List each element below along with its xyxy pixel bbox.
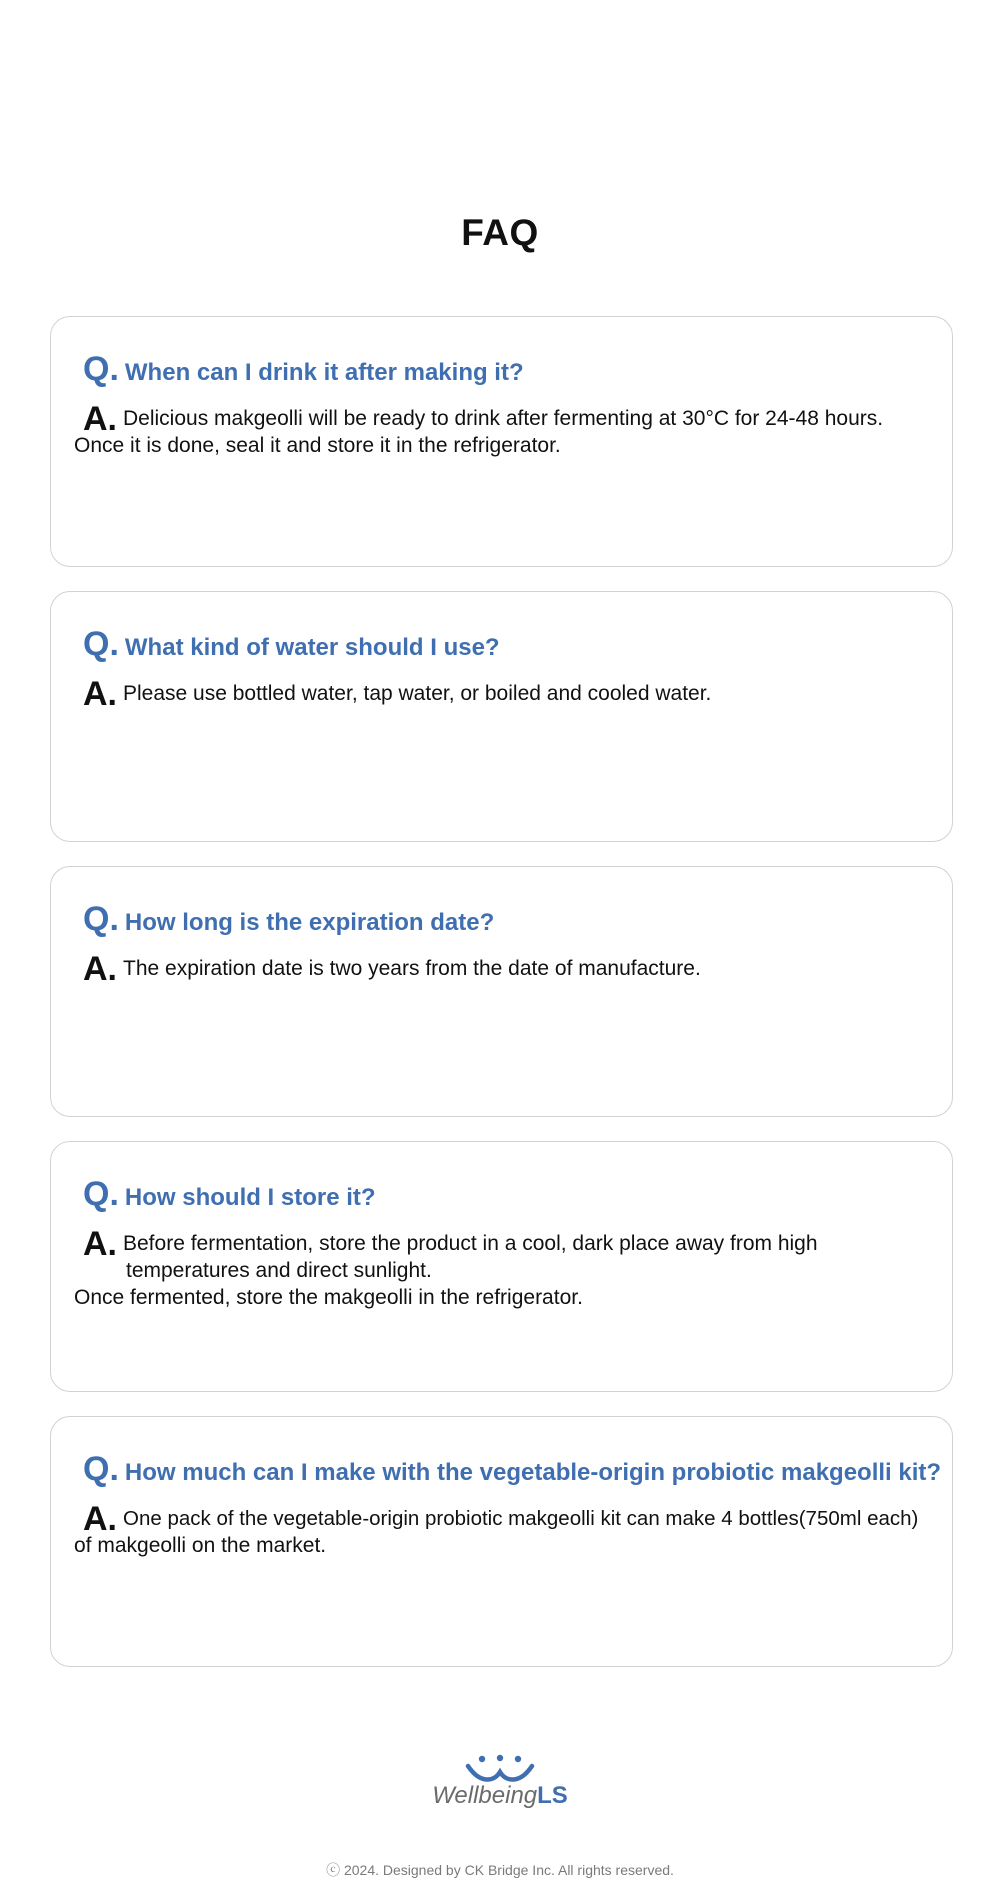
question-text: When can I drink it after making it? bbox=[124, 359, 524, 386]
question-row bbox=[83, 1447, 952, 1491]
logo-text-accent: LS bbox=[537, 1782, 568, 1809]
faq-list bbox=[50, 316, 953, 1691]
page-title: FAQ bbox=[461, 212, 539, 253]
question-text: How should I store it? bbox=[124, 1184, 376, 1211]
question-marker: Q. bbox=[83, 1450, 119, 1488]
question-row bbox=[83, 622, 952, 666]
answer-body bbox=[74, 399, 884, 459]
answer-marker: A. bbox=[83, 950, 117, 988]
logo-wordmark bbox=[432, 1782, 568, 1810]
answer-marker: A. bbox=[83, 1225, 117, 1263]
answer-row bbox=[83, 674, 952, 714]
answer-line: Please use bottled water, tap water, or boiled and cooled water. bbox=[123, 682, 712, 705]
brand-logo bbox=[0, 1754, 1000, 1810]
question-marker: Q. bbox=[83, 350, 119, 388]
question-row bbox=[83, 1172, 952, 1216]
smile-wave-icon bbox=[464, 1754, 536, 1784]
faq-card bbox=[50, 591, 953, 842]
question-row bbox=[83, 347, 952, 391]
question-row bbox=[83, 897, 952, 941]
answer-body bbox=[119, 949, 701, 982]
logo-text-main: Wellbeing bbox=[432, 1782, 538, 1809]
answer-marker: A. bbox=[83, 1500, 117, 1538]
faq-card bbox=[50, 1141, 953, 1392]
question-marker: Q. bbox=[83, 1175, 119, 1213]
answer-row bbox=[74, 1499, 952, 1559]
answer-line: One pack of the vegetable-origin probiotic makgeolli kit can make 4 bottles(750ml each) bbox=[123, 1507, 919, 1530]
answer-line: Once fermented, store the makgeolli in the refrigerator. bbox=[74, 1286, 583, 1309]
answer-body bbox=[74, 1499, 919, 1559]
answer-marker: A. bbox=[83, 675, 117, 713]
answer-line: of makgeolli on the market. bbox=[74, 1534, 327, 1557]
copyright-text: ⓒ 2024. Designed by CK Bridge Inc. All rights reserved. bbox=[326, 1862, 674, 1878]
answer-line: The expiration date is two years from the date of manufacture. bbox=[123, 957, 701, 980]
answer-body bbox=[119, 674, 711, 707]
faq-card bbox=[50, 316, 953, 567]
question-marker: Q. bbox=[83, 625, 119, 663]
question-marker: Q. bbox=[83, 900, 119, 938]
question-text: What kind of water should I use? bbox=[124, 634, 500, 661]
answer-row bbox=[74, 399, 952, 459]
answer-body bbox=[74, 1224, 818, 1311]
answer-row bbox=[83, 949, 952, 989]
faq-card bbox=[50, 1416, 953, 1667]
question-text: How long is the expiration date? bbox=[124, 909, 495, 936]
question-text: How much can I make with the vegetable-origin probiotic makgeolli kit? bbox=[124, 1459, 942, 1486]
answer-line: temperatures and direct sunlight. bbox=[126, 1259, 432, 1282]
answer-marker: A. bbox=[83, 400, 117, 438]
answer-line: Delicious makgeolli will be ready to drink after fermenting at 30°C for 24-48 hours. bbox=[123, 407, 884, 430]
answer-line: Before fermentation, store the product in a cool, dark place away from high bbox=[123, 1232, 818, 1255]
answer-line: Once it is done, seal it and store it in the refrigerator. bbox=[74, 434, 561, 457]
faq-card bbox=[50, 866, 953, 1117]
answer-row bbox=[74, 1224, 952, 1311]
